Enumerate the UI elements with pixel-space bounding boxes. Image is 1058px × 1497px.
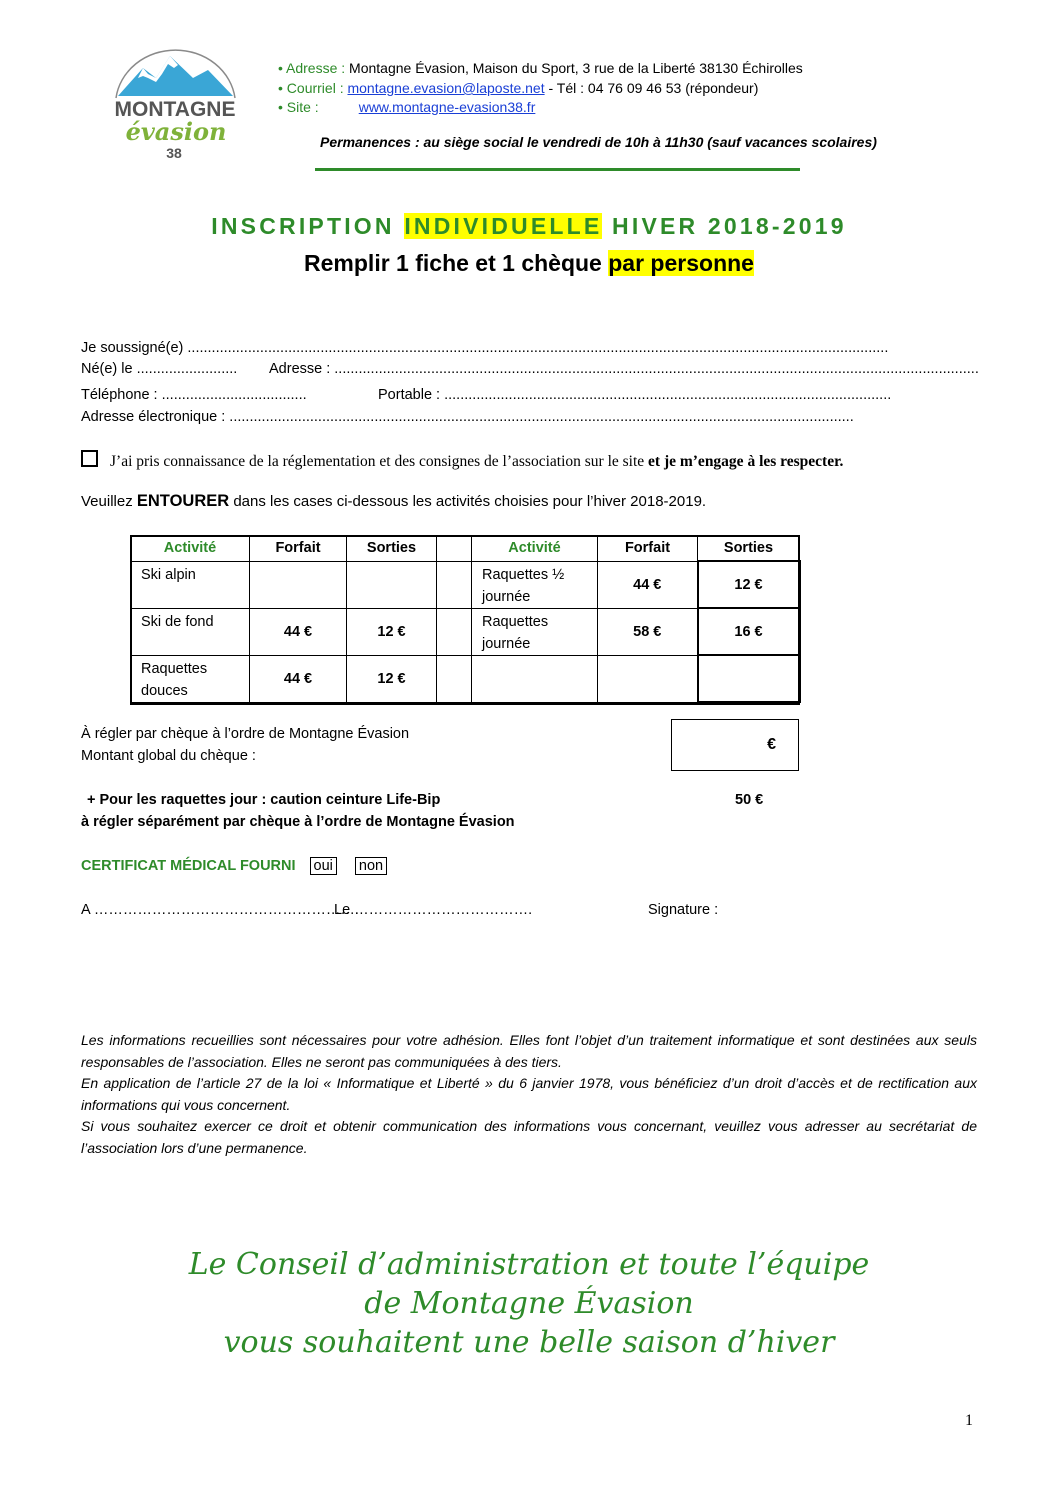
- header-activity: Activité: [131, 536, 250, 562]
- certificat-oui[interactable]: oui: [310, 857, 337, 875]
- instruction-text-end: dans les cases ci-dessous les activités choisies pour l’hiver 2018-2019.: [229, 493, 707, 510]
- address-label: • Adresse :: [278, 60, 346, 76]
- consent-text: J’ai pris connaissance de la réglementation et des consignes de l’association sur le site: [110, 453, 649, 470]
- sorties-cell[interactable]: 12 €: [347, 655, 437, 702]
- info-paragraph: En application de l’article 27 de la loi « Informatique et Liberté » du 6 janvier 1978, vous bénéficiez d’un droit d’accès et de rectification aux informations qui vous concernent.: [81, 1075, 977, 1113]
- closing-line: de Montagne Évasion: [364, 1286, 694, 1321]
- info-paragraph: Les informations recueillies sont nécessaires pour votre adhésion. Elles font l’objet d’un traitement informatique et sont destinées aux seuls responsables de l’association. Elles ne seront pas communiquées à des tiers.: [81, 1032, 977, 1070]
- header-forfait: Forfait: [250, 536, 347, 562]
- subtitle-text: Remplir 1 fiche et 1 chèque: [304, 250, 609, 276]
- closing-line: Le Conseil d’administration et toute l’équipe: [188, 1247, 870, 1282]
- certificat-row: [81, 857, 387, 875]
- sorties-cell[interactable]: [698, 655, 800, 702]
- website-link[interactable]: www.montagne-evasion38.fr: [358, 99, 536, 115]
- email-field[interactable]: Adresse électronique : ...........................................................................................................................................................: [81, 409, 854, 425]
- activity-cell[interactable]: Raquettes journée: [472, 608, 598, 655]
- header-sorties: Sorties: [698, 536, 800, 562]
- phone-field[interactable]: Téléphone : ....................................: [81, 387, 307, 403]
- forfait-cell[interactable]: [250, 561, 347, 608]
- sorties-cell[interactable]: 12 €: [347, 608, 437, 655]
- activity-cell[interactable]: Raquettes ½ journée: [472, 561, 598, 608]
- header-sorties: Sorties: [347, 536, 437, 562]
- logo-title: MONTAGNE: [114, 98, 236, 121]
- header-activity: Activité: [472, 536, 598, 562]
- sorties-cell[interactable]: 12 €: [698, 561, 800, 608]
- activity-cell[interactable]: Ski alpin: [131, 561, 250, 608]
- activity-cell[interactable]: [472, 655, 598, 702]
- association-logo: [98, 38, 253, 163]
- consent-row: [81, 450, 843, 471]
- consent-checkbox[interactable]: [81, 450, 98, 467]
- address-value: Montagne Évasion, Maison du Sport, 3 rue de la Liberté 38130 Échirolles: [345, 60, 803, 76]
- forfait-cell[interactable]: [598, 655, 698, 702]
- table-row: [131, 655, 800, 702]
- site-label: • Site :: [278, 99, 319, 115]
- birthdate-field[interactable]: Né(e) le .........................: [81, 361, 238, 377]
- phone-text: - Tél : 04 76 09 46 53 (répondeur): [544, 80, 759, 96]
- caution-amount: 50 €: [735, 792, 764, 808]
- mail-label: • Courriel :: [278, 80, 344, 96]
- payment-instruction: À régler par chèque à l’ordre de Montagne Évasion: [81, 726, 410, 742]
- permanences-note: Permanences : au siège social le vendredi de 10h à 11h30 (sauf vacances scolaires): [320, 134, 877, 150]
- signature-label[interactable]: Signature :: [648, 902, 719, 918]
- caution-line-2: à régler séparément par chèque à l’ordre de Montagne Évasion: [81, 814, 515, 830]
- mail-line: [278, 80, 758, 96]
- form-subtitle: [0, 250, 1058, 277]
- table-row: [131, 608, 800, 655]
- instruction-bold: ENTOURER: [136, 492, 230, 510]
- caution-line: + Pour les raquettes jour : caution ceinture Life-Bip: [87, 792, 441, 808]
- instruction-line: [81, 492, 706, 511]
- mobile-field[interactable]: Portable : ...............................................................................................................: [378, 387, 892, 403]
- info-paragraph: Si vous souhaitez exercer ce droit et obtenir communication des informations vous concernant, veuillez vous adresser au secrétariat de l’association lors d’une permanence.: [81, 1118, 977, 1156]
- address-field[interactable]: Adresse : ................................................................................................................................................................: [269, 361, 979, 377]
- page-number: 1: [965, 1412, 973, 1429]
- consent-bold: et je m’engage à les respecter.: [648, 453, 844, 470]
- form-title: [0, 213, 1058, 240]
- closing-line: vous souhaitent une belle saison d’hiver: [223, 1325, 835, 1360]
- certificat-label: CERTIFICAT MÉDICAL FOURNI: [81, 858, 296, 874]
- activity-cell[interactable]: Raquettes douces: [131, 655, 250, 702]
- payment-total-label: Montant global du chèque :: [81, 748, 256, 764]
- header-divider: [315, 168, 800, 171]
- total-amount-box[interactable]: €: [671, 719, 799, 771]
- date-field[interactable]: Le ……………………………….: [334, 902, 533, 918]
- instruction-text: Veuillez: [81, 493, 137, 510]
- activity-cell[interactable]: Ski de fond: [131, 608, 250, 655]
- subtitle-highlight: par personne: [608, 250, 754, 276]
- forfait-cell[interactable]: 44 €: [598, 561, 698, 608]
- title-part1: INSCRIPTION: [211, 213, 405, 239]
- place-field[interactable]: A ……………………………………………….: [81, 902, 359, 918]
- table-row: [131, 561, 800, 608]
- site-line: [278, 99, 535, 115]
- address-line: [278, 60, 803, 76]
- sorties-cell[interactable]: [347, 561, 437, 608]
- mountain-logo-icon: [98, 38, 253, 163]
- forfait-cell[interactable]: 58 €: [598, 608, 698, 655]
- header-forfait: Forfait: [598, 536, 698, 562]
- title-highlight: INDIVIDUELLE: [404, 213, 603, 239]
- title-part3: HIVER 2018-2019: [602, 213, 847, 239]
- forfait-cell[interactable]: 44 €: [250, 655, 347, 702]
- forfait-cell[interactable]: 44 €: [250, 608, 347, 655]
- name-field[interactable]: Je soussigné(e) ..............................................................................................................................................................................: [81, 340, 889, 356]
- sorties-cell[interactable]: 16 €: [698, 608, 800, 655]
- logo-number: 38: [166, 145, 182, 161]
- logo-script: évasion: [125, 117, 227, 146]
- email-link[interactable]: montagne.evasion@laposte.net: [347, 80, 545, 96]
- table-header-row: [131, 536, 800, 562]
- certificat-non[interactable]: non: [355, 857, 387, 875]
- activities-table: [130, 535, 801, 703]
